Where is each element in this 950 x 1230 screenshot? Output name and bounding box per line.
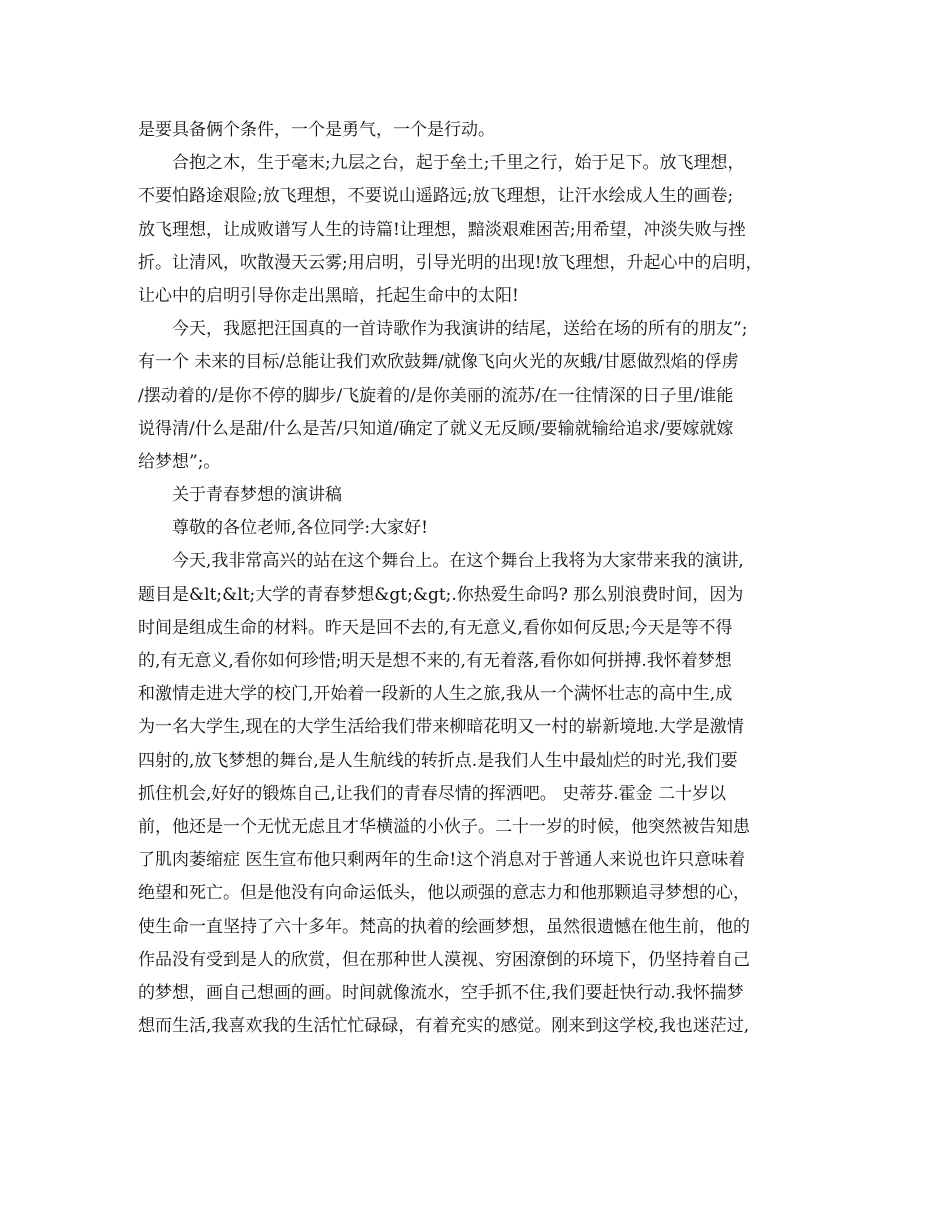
text-line: 给梦想”;。: [138, 451, 221, 472]
text-line: 不要怕路途艰险;放飞理想，不要说山遥路远;放飞理想，让汗水绘成人生的画卷;: [138, 186, 734, 207]
text-line: 有一个 未来的目标/总能让我们欢欣鼓舞/就像飞向火光的灰蛾/甘愿做烈焰的俘虏: [138, 352, 739, 373]
text-line: 四射的,放飞梦想的舞台,是人生航线的转折点.是我们人生中最灿烂的时光,我们要: [138, 750, 738, 771]
text-line: 合抱之木，生于毫末;九层之台，起于垒土;千里之行，始于足下。放飞理想，: [172, 153, 745, 174]
text-line: 放飞理想，让成败谱写人生的诗篇!让理想，黯淡艰难困苦;用希望，冲淡失败与挫: [138, 219, 746, 240]
text-line: 了肌肉萎缩症 医生宣布他只剩两年的生命!这个消息对于普通人来说也许只意味着: [138, 850, 746, 871]
text-line: 让心中的启明引导你走出黑暗，托起生命中的太阳!: [138, 285, 519, 306]
text-line: 今天,我非常高兴的站在这个舞台上。在这个舞台上我将为大家带来我的演讲,: [172, 551, 744, 572]
text-line: 想而生活,我喜欢我的生活忙忙碌碌，有着充实的感觉。刚来到这学校,我也迷茫过,: [138, 1016, 750, 1037]
text-line: 关于青春梦想的演讲稿: [172, 485, 342, 506]
text-line: 尊敬的各位老师,各位同学:大家好!: [172, 518, 428, 539]
text-line: 今天，我愿把汪国真的一首诗歌作为我演讲的结尾，送给在场的所有的朋友”;: [172, 319, 748, 340]
text-line: 题目是&lt;&lt;大学的青春梦想&gt;&gt;.你热爱生命吗? 那么别浪费时间，因为: [138, 584, 744, 605]
document-body: [138, 114, 828, 1043]
text-line: 使生命一直坚持了六十多年。梵高的执着的绘画梦想，虽然很遗憾在他生前，他的: [138, 916, 750, 937]
text-line: 绝望和死亡。但是他没有向命运低头，他以顽强的意志力和他那颗追寻梦想的心，: [138, 883, 750, 904]
text-line: 和激情走进大学的校门,开始着一段新的人生之旅,我从一个满怀壮志的高中生,成: [138, 684, 733, 705]
text-line: 的梦想，画自己想画的画。时间就像流水，空手抓不住,我们要赶快行动.我怀揣梦: [138, 982, 744, 1003]
text-line: 折。让清风，吹散漫天云雾;用启明，引导光明的出现!放飞理想，升起心中的启明，: [138, 252, 763, 273]
text-line: 作品没有受到是人的欣赏，但在那种世人漠视、穷困潦倒的环境下，仍坚持着自己: [138, 949, 750, 970]
text-line: 说得清/什么是甜/什么是苦/只知道/确定了就义无反顾/要输就输给追求/要嫁就嫁: [138, 418, 734, 439]
text-line: 前，他还是一个无忧无虑且才华横溢的小伙子。二十一岁的时候，他突然被告知患: [138, 816, 750, 837]
text-line: 为一名大学生,现在的大学生活给我们带来柳暗花明又一村的崭新境地.大学是激情: [138, 717, 744, 738]
text-line: 是要具备俩个条件，一个是勇气，一个是行动。: [138, 120, 495, 140]
text-line: 时间是组成生命的材料。昨天是回不去的,有无意义,看你如何反思;今天是等不得: [138, 617, 733, 638]
text-line: /摆动着的/是你不停的脚步/飞旋着的/是你美丽的流苏/在一往情深的日子里/谁能: [138, 385, 734, 406]
text-line: 的,有无意义,看你如何珍惜;明天是想不来的,有无着落,看你如何拼搏.我怀着梦想: [138, 651, 732, 671]
text-line: 抓住机会,好好的锻炼自己,让我们的青春尽情的挥洒吧。 史蒂芬.霍金 二十岁以: [138, 783, 727, 804]
